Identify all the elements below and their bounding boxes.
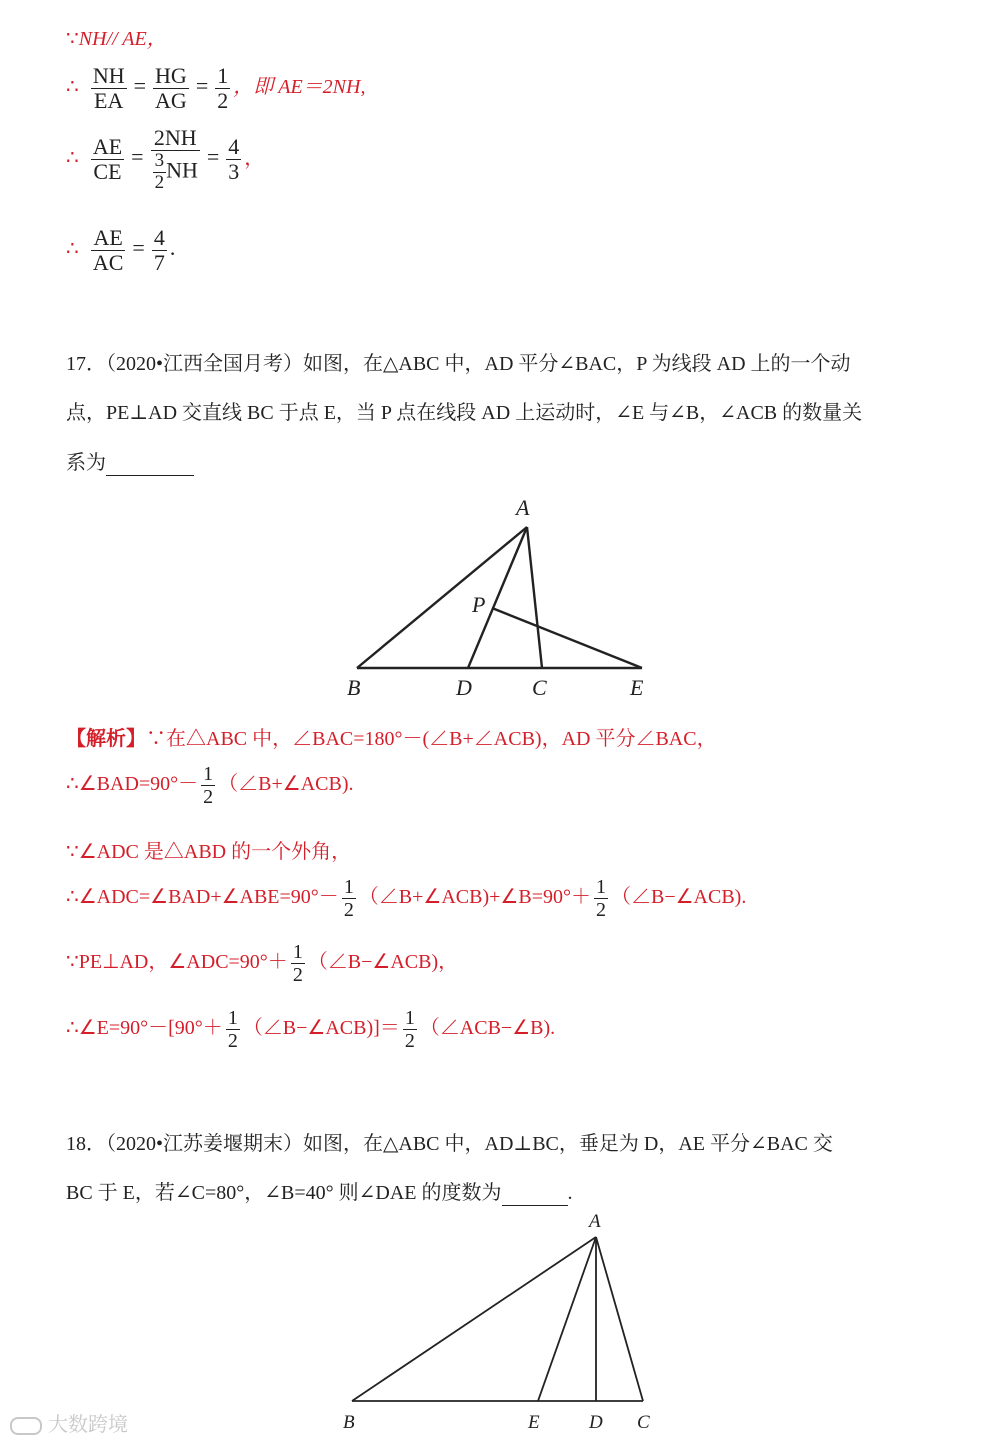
label-a: A (589, 1211, 601, 1232)
solution-17-line-6: ∴∠E=90°－[90°＋ $\frac{1}{2}$ （∠B−∠ACB)]＝ $\frac{1}{2}$ （∠ACB−∠B). (66, 1007, 556, 1052)
q18-line-1: 18．（2020•江苏姜堰期末）如图，在△ABC 中，AD⊥BC，垂足为 D，AE 平分∠BAC 交 (66, 1133, 833, 1155)
line-ac (527, 527, 542, 668)
fraction-2nh-over-3-2nh: 2NH $\frac{3}{2}$ NH (151, 126, 200, 194)
because-symbol: ∵ (66, 28, 79, 50)
fraction-one-half: $\frac{1}{2}$ (217, 63, 229, 114)
fraction-half: $\frac{1}{2}$ (343, 876, 354, 921)
ae-equals-2nh: ，即 AE＝2NH, (233, 76, 366, 99)
watermark: 大数跨境 (10, 1408, 128, 1437)
fraction-ae-ce: $\frac{AE}{CE}$ (92, 134, 123, 185)
line-ac (596, 1237, 643, 1401)
label-a: A (516, 495, 530, 520)
fraction-four-thirds: $\frac{4}{3}$ (228, 134, 240, 185)
answer-blank[interactable] (106, 452, 194, 476)
fraction-hg-ag: $\frac{HG}{AG}$ (155, 63, 187, 114)
q17-line-1: 17．（2020•江西全国月考）如图，在△ABC 中，AD 平分∠BAC，P 为线段 AD 上的一个动 (66, 353, 851, 375)
label-c: C (532, 675, 547, 700)
line-ab (352, 1237, 596, 1401)
analysis-tag: 【解析】 (66, 728, 146, 750)
q17-triangle-figure (330, 490, 670, 705)
line-ae (538, 1237, 596, 1401)
label-p: P (472, 592, 486, 617)
fraction-nh-ea: $\frac{NH}{EA}$ (92, 63, 125, 114)
solution-17-line-4: ∴∠ADC=∠BAD+∠ABE=90°－ $\frac{1}{2}$ （∠B+∠ACB)+∠B=90°＋ $\frac{1}{2}$ （∠B−∠ACB). (66, 876, 747, 921)
therefore-symbol: ∴ (66, 145, 79, 170)
because-nh-parallel-ae (66, 22, 167, 51)
fraction-half: $\frac{1}{2}$ (292, 941, 303, 986)
fraction-four-sevenths: $\frac{4}{7}$ (153, 225, 165, 276)
q17-line-3: 系为 (66, 446, 194, 476)
q17-line-2: 点，PE⊥AD 交直线 BC 于点 E，当 P 点在线段 AD 上运动时，∠E 与∠B，∠ACB 的数量关 (66, 402, 863, 424)
label-e: E (528, 1412, 540, 1433)
fraction-half: $\frac{1}{2}$ (404, 1007, 415, 1052)
label-d: D (589, 1412, 603, 1433)
answer-blank[interactable] (502, 1182, 568, 1206)
line-pe (492, 608, 642, 668)
fraction-three-halves: $\frac{3}{2}$ (154, 150, 165, 194)
q18-triangle-figure (330, 1205, 670, 1439)
label-b: B (347, 675, 361, 700)
q18-line-2: BC 于 E，若∠C=80°，∠B=40° 则∠DAE 的度数为 . (66, 1182, 573, 1204)
solution-17-line-2: ∴∠BAD=90°－ $\frac{1}{2}$ （∠B+∠ACB). (66, 763, 354, 808)
label-b: B (343, 1412, 355, 1433)
fraction-half: $\frac{1}{2}$ (203, 763, 214, 808)
proof-line-ae-ac: ∴ $\frac{AE}{AC}$ = $\frac{4}{7}$ . (66, 225, 176, 276)
proof-line-ratio: ∴ $\frac{NH}{EA}$ = $\frac{HG}{AG}$ = $\frac{1}{2}$ ，即 AE＝2NH, (66, 63, 366, 114)
fraction-half: $\frac{1}{2}$ (595, 876, 606, 921)
therefore-symbol: ∴ (66, 236, 79, 261)
line-ab (357, 527, 527, 668)
because-nh-text: NH// AE， (78, 28, 167, 50)
solution-17-line-1: 【解析】∵在△ABC 中，∠BAC=180°－(∠B+∠ACB)，AD 平分∠BAC， (66, 728, 717, 750)
label-c: C (637, 1412, 650, 1433)
solution-17-line-3: ∵∠ADC 是△ABD 的一个外角， (66, 841, 352, 863)
proof-line-ae-ce: ∴ $\frac{AE}{CE}$ = 2NH $\frac{3}{2}$ NH = $\frac{4}{3}$ ， (66, 125, 265, 194)
label-e: E (630, 675, 644, 700)
therefore-symbol: ∴ (66, 74, 79, 99)
solution-17-line-5: ∵PE⊥AD，∠ADC=90°＋ $\frac{1}{2}$ （∠B−∠ACB)， (66, 941, 459, 986)
label-d: D (456, 675, 472, 700)
watermark-logo-icon (10, 1417, 42, 1435)
fraction-ae-ac: $\frac{AE}{AC}$ (92, 225, 124, 276)
fraction-half: $\frac{1}{2}$ (227, 1007, 238, 1052)
